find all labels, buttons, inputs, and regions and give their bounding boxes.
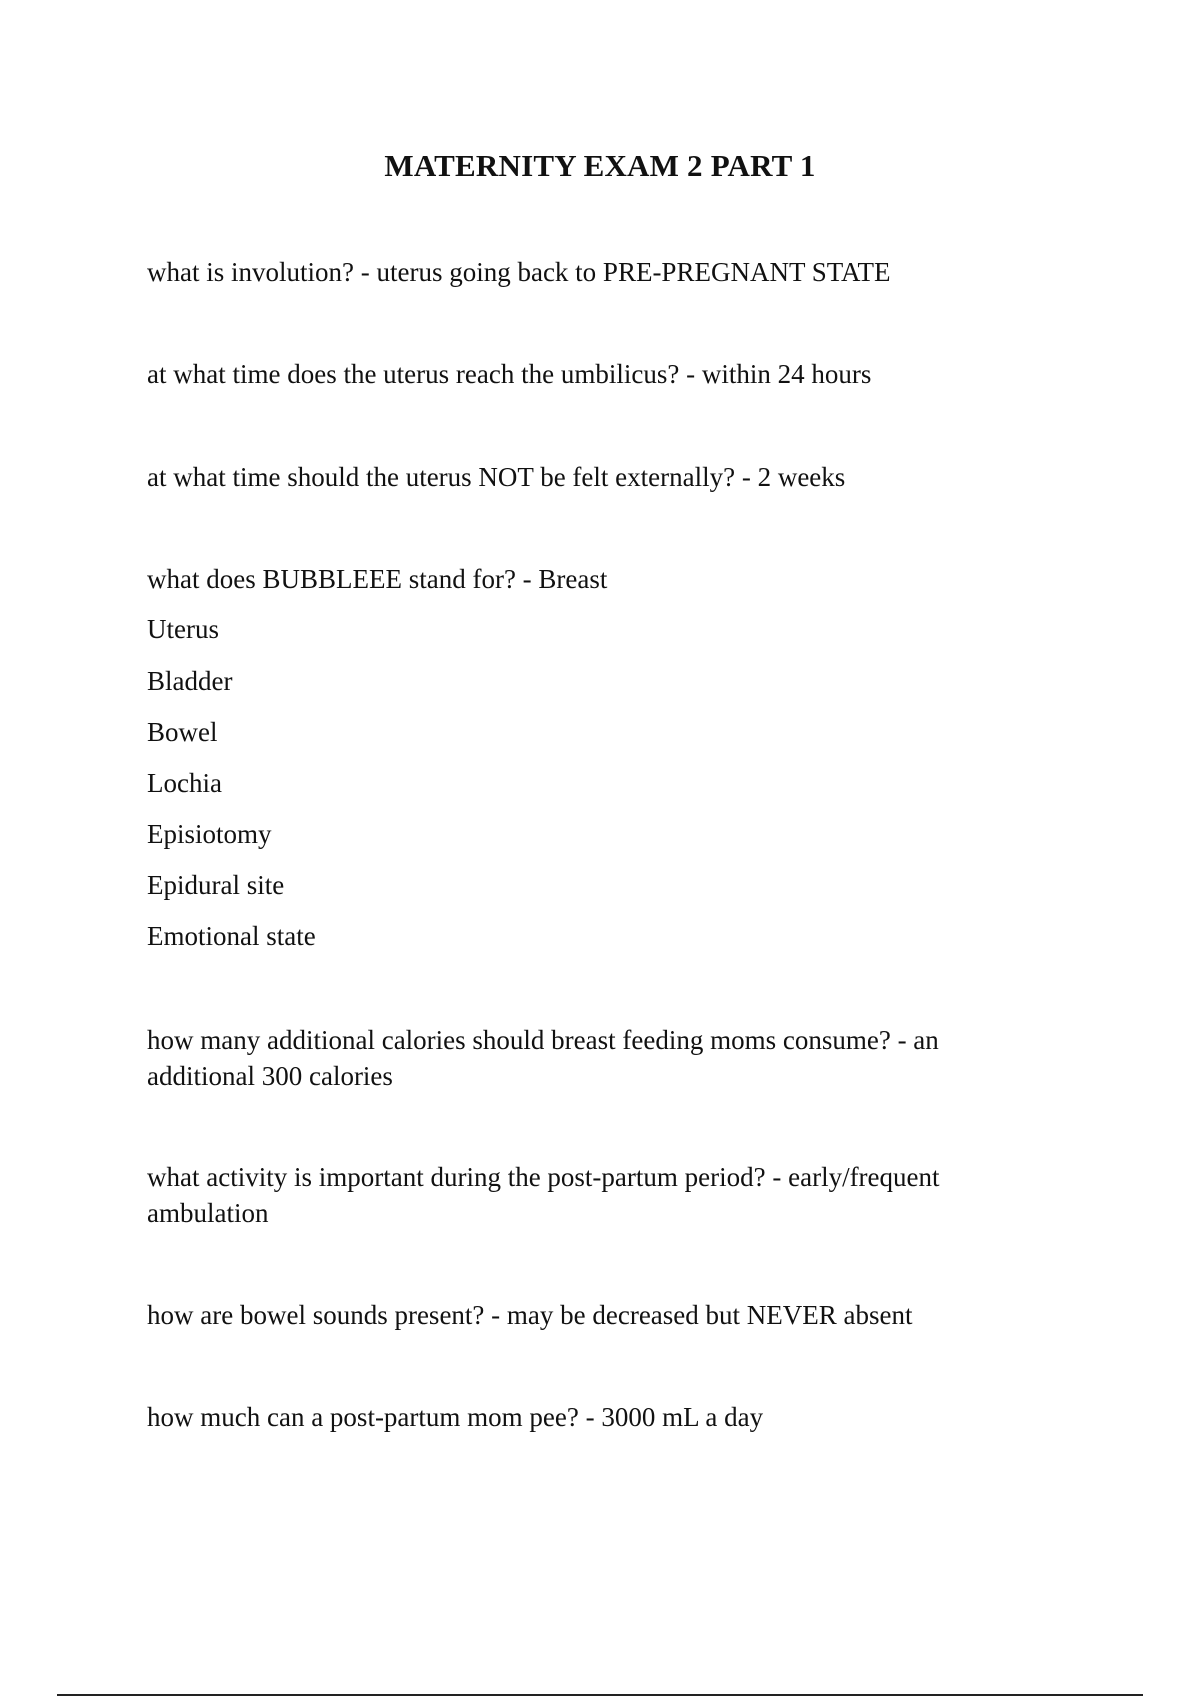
page-title: MATERNITY EXAM 2 PART 1: [384, 148, 816, 183]
qa-uterus-not-felt: at what time should the uterus NOT be felt externally? - 2 weeks: [147, 462, 846, 492]
list-item-bladder: Bladder: [147, 666, 233, 696]
qa-involution: what is involution? - uterus going back to PRE-PREGNANT STATE: [147, 257, 891, 287]
list-item-episiotomy: Episiotomy: [147, 819, 272, 849]
qa-calories: how many additional calories should breast feeding moms consume? - an additional 300 calories: [147, 1025, 939, 1091]
qa-bowel-sounds: how are bowel sounds present? - may be decreased but NEVER absent: [147, 1300, 913, 1330]
qa-activity: what activity is important during the post-partum period? - early/frequent ambulation: [147, 1162, 940, 1228]
list-item-lochia: Lochia: [147, 768, 222, 798]
list-item-epidural-site: Epidural site: [147, 870, 285, 900]
list-item-bowel: Bowel: [147, 717, 218, 747]
list-item-emotional-state: Emotional state: [147, 921, 316, 951]
qa-umbilicus: at what time does the uterus reach the umbilicus? - within 24 hours: [147, 359, 872, 389]
qa-urine-output: how much can a post-partum mom pee? - 3000 mL a day: [147, 1402, 764, 1432]
list-item-uterus: Uterus: [147, 614, 219, 644]
footer-divider: [57, 1694, 1143, 1696]
qa-bubbleee: what does BUBBLEEE stand for? - Breast: [147, 564, 608, 594]
